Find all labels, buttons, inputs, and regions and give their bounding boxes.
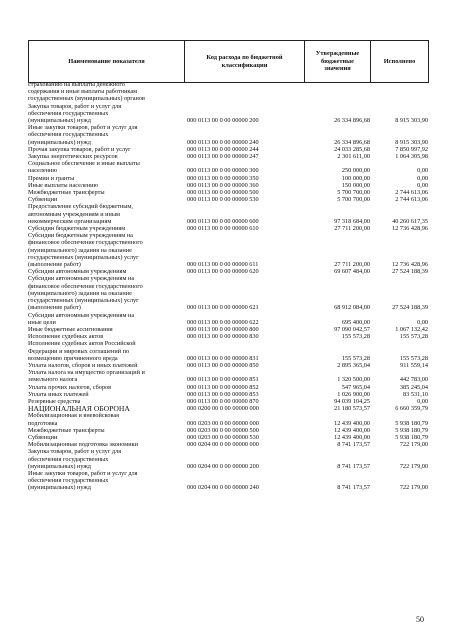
row-code: 000 0204 00 0 00 00000 000 <box>187 441 259 449</box>
row-name <box>28 369 184 383</box>
row-name-line: (муниципального) задания на оказание <box>28 289 132 297</box>
row-code: 000 0113 00 0 00 00000 620 <box>187 268 259 276</box>
row-name-line: подготовка <box>28 419 58 427</box>
row-name-line: государственных (муниципальных) услуг <box>28 253 139 261</box>
row-name-line: (муниципального) задания на оказание <box>28 246 132 254</box>
row-name <box>28 384 184 391</box>
row-name-line: Закупка товаров, работ и услуг для <box>28 448 122 456</box>
row-code: 000 0113 00 0 00 00000 850 <box>187 361 259 369</box>
row-name-line: Межбюджетные трансферты <box>28 189 105 197</box>
row-name-line: Субсидии автономным учреждениям на <box>28 311 135 319</box>
row-approved: 547 965,04 <box>341 383 370 391</box>
row-approved: 250 000,00 <box>341 167 370 175</box>
table-header <box>28 40 429 83</box>
table-row <box>28 268 428 275</box>
table-row <box>28 196 428 203</box>
table-row <box>28 182 428 189</box>
table-row <box>28 340 428 362</box>
row-name-line: Иные бюджетные ассигнования <box>28 325 113 333</box>
row-executed: 8 915 303,90 <box>395 117 428 125</box>
table-row <box>28 369 428 383</box>
row-name <box>28 441 184 448</box>
row-name <box>28 146 184 153</box>
row-approved: 26 334 896,68 <box>334 117 370 125</box>
row-executed: 5 938 180,79 <box>395 419 428 427</box>
row-code: 000 0113 00 0 00 00000 240 <box>187 138 259 146</box>
row-executed: 1 064 305,98 <box>395 153 428 161</box>
row-name <box>28 232 184 268</box>
row-executed: 40 260 617,35 <box>392 217 428 225</box>
row-name <box>28 268 184 275</box>
row-executed: 7 850 997,92 <box>395 145 428 153</box>
row-name-line: Прочая закупка товаров, работ и услуг <box>28 145 131 153</box>
row-name <box>28 391 184 398</box>
row-name-line: Субвенции <box>28 196 58 204</box>
row-name-line: (выполнение работ) <box>28 261 81 269</box>
row-name-line: (муниципальных) нужд <box>28 462 91 470</box>
row-approved: 5 700 700,00 <box>337 196 370 204</box>
row-code: 000 0113 00 0 00 00000 830 <box>187 333 259 341</box>
table-row <box>28 333 428 340</box>
row-executed: 911 559,14 <box>400 361 428 369</box>
row-executed: 8 915 303,90 <box>395 138 428 146</box>
table-row <box>28 275 428 311</box>
page-number: 50 <box>416 615 424 624</box>
row-approved: 24 033 285,68 <box>334 145 370 153</box>
row-code: 000 0204 00 0 00 00000 200 <box>187 462 259 470</box>
table-body <box>28 81 428 492</box>
row-name <box>28 81 184 103</box>
row-name-line: возмещению причиненного вреда <box>28 354 118 362</box>
table-row <box>28 189 428 196</box>
table-row <box>28 427 428 434</box>
row-executed: 12 736 428,96 <box>392 261 428 269</box>
row-approved: 27 711 200,00 <box>334 261 370 269</box>
row-code: 000 0204 00 0 00 00000 240 <box>187 484 259 492</box>
row-approved: 5 700 700,00 <box>337 189 370 197</box>
row-name-line: Закупка товаров, работ и услуг для <box>28 102 122 110</box>
row-executed: 722 179,00 <box>399 484 428 492</box>
row-approved: 94 039 104,25 <box>334 397 370 405</box>
row-executed: 12 736 428,96 <box>392 225 428 233</box>
row-approved: 2 895 365,04 <box>337 361 370 369</box>
row-name-line: Субвенции <box>28 433 58 441</box>
row-name-line: государственных (муниципальных) органов <box>28 95 145 103</box>
row-code: 000 0113 00 0 00 00000 300 <box>187 167 259 175</box>
row-name <box>28 182 184 189</box>
row-name <box>28 470 184 492</box>
row-executed: 6 660 359,79 <box>395 405 428 413</box>
row-approved: 12 439 400,00 <box>334 419 370 427</box>
table-row <box>28 225 428 232</box>
row-code: 000 0113 00 0 00 00000 530 <box>187 196 259 204</box>
row-name-line: обеспечения государственных <box>28 131 109 139</box>
row-name <box>28 434 184 441</box>
row-approved: 12 439 400,00 <box>334 426 370 434</box>
row-code: 000 0113 00 0 00 00000 621 <box>187 304 259 312</box>
table-row <box>28 448 428 470</box>
row-executed: 155 573,28 <box>399 333 428 341</box>
row-name <box>28 189 184 196</box>
row-approved: 695 400,00 <box>341 318 370 326</box>
row-name-line: Федерации и мировых соглашений по <box>28 347 130 355</box>
row-name-line: обеспечения государственных <box>28 477 109 485</box>
row-name-line: населению <box>28 167 57 175</box>
row-approved: 97 318 684,00 <box>334 217 370 225</box>
row-executed: 27 524 188,39 <box>392 304 428 312</box>
table-row <box>28 146 428 153</box>
row-name <box>28 412 184 426</box>
row-name-line: Субсидии автономным учреждениям <box>28 268 127 276</box>
row-approved: 69 607 484,00 <box>334 268 370 276</box>
row-name <box>28 203 184 225</box>
row-approved: 12 439 400,00 <box>334 433 370 441</box>
table-row <box>28 203 428 225</box>
row-name-line: Социальное обеспечение и иные выплаты <box>28 160 140 168</box>
row-approved: 100 000,00 <box>341 174 370 182</box>
row-name-line: обеспечения государственных <box>28 109 109 117</box>
row-name-line: Уплата прочих налогов, сборов <box>28 383 112 391</box>
row-code: 000 0113 00 0 00 00000 610 <box>187 225 259 233</box>
row-code: 000 0203 00 0 00 00000 530 <box>187 433 259 441</box>
row-name-line: Исполнение судебных актов <box>28 333 104 341</box>
row-code: 000 0113 00 0 00 00000 247 <box>187 153 259 161</box>
row-executed: 0,00 <box>417 174 428 182</box>
row-name-line: Субсидии бюджетным учреждениям <box>28 225 126 233</box>
row-name <box>28 175 184 182</box>
table-row <box>28 470 428 492</box>
row-name <box>28 405 184 412</box>
row-code: 000 0113 00 0 00 00000 611 <box>187 261 259 269</box>
row-executed: 0,00 <box>417 181 428 189</box>
table-row <box>28 434 428 441</box>
row-name-line: Предоставление субсидий бюджетным, <box>28 203 133 211</box>
row-executed: 385 245,04 <box>399 383 428 391</box>
row-name-line: Исполнение судебных актов Российской <box>28 340 136 348</box>
row-code: 000 0113 00 0 00 00000 853 <box>187 390 259 398</box>
header-code: Код расхода по бюджетной классификации <box>185 41 305 83</box>
row-name-line: Субсидии бюджетным учреждениям на <box>28 232 133 240</box>
table-row <box>28 160 428 174</box>
row-executed: 83 531,10 <box>403 390 428 398</box>
row-name <box>28 196 184 203</box>
row-approved: 27 711 200,00 <box>334 225 370 233</box>
row-name-line: Межбюджетные трансферты <box>28 426 105 434</box>
row-name-line: Уплата налога на имущество организаций и <box>28 369 145 377</box>
row-approved: 8 741 173,57 <box>337 462 370 470</box>
row-name <box>28 312 184 326</box>
row-name-line: НАЦИОНАЛЬНАЯ ОБОРОНА <box>28 404 130 414</box>
row-name <box>28 333 184 340</box>
row-name-line: страхованию на выплаты денежного <box>28 81 125 88</box>
row-executed: 5 938 180,79 <box>395 426 428 434</box>
table-row <box>28 384 428 391</box>
row-name-line: финансовое обеспечение государственного <box>28 239 143 247</box>
row-name-line: Мобилизационная подготовка экономики <box>28 441 138 449</box>
header-executed: Исполнено <box>371 41 429 83</box>
row-executed: 722 179,00 <box>399 441 428 449</box>
row-approved: 150 000,00 <box>341 181 370 189</box>
row-code: 000 0113 00 0 00 00000 350 <box>187 174 259 182</box>
row-name <box>28 427 184 434</box>
row-executed: 1 067 132,42 <box>395 325 428 333</box>
row-executed: 2 744 613,06 <box>395 189 428 197</box>
row-name-line: Мобилизационная и вневойсковая <box>28 412 119 420</box>
table-row <box>28 405 428 412</box>
row-code: 000 0203 00 0 00 00000 500 <box>187 426 259 434</box>
row-approved: 26 334 896,68 <box>334 138 370 146</box>
row-code: 000 0113 00 0 00 00000 200 <box>187 117 259 125</box>
row-name-line: Иные закупки товаров, работ и услуг для <box>28 124 138 132</box>
row-code: 000 0113 00 0 00 00000 851 <box>187 376 259 384</box>
row-name <box>28 225 184 232</box>
row-name-line: государственных (муниципальных) услуг <box>28 297 139 305</box>
header-name: Наименование показателя <box>29 41 185 83</box>
table-row <box>28 312 428 326</box>
row-name-line: обеспечения государственных <box>28 455 109 463</box>
row-executed: 722 179,00 <box>399 462 428 470</box>
row-name-line: Уплата иных платежей <box>28 390 89 398</box>
row-name-line: (муниципальных) нужд <box>28 117 91 125</box>
table-row <box>28 103 428 125</box>
row-approved: 155 573,28 <box>341 333 370 341</box>
table-row <box>28 362 428 369</box>
row-executed: 0,00 <box>417 167 428 175</box>
row-name-line: земельного налога <box>28 376 78 384</box>
row-name-line: Резервные средства <box>28 397 81 405</box>
row-name-line: некоммерческим организациям <box>28 217 112 225</box>
row-code: 000 0203 00 0 00 00000 000 <box>187 419 259 427</box>
row-approved: 8 741 173,57 <box>337 441 370 449</box>
table-row <box>28 175 428 182</box>
row-name-line: Уплата налогов, сборов и иных платежей <box>28 361 138 369</box>
table-row <box>28 153 428 160</box>
row-name-line: Закупка энергетических ресурсов <box>28 153 118 161</box>
row-executed: 0,00 <box>417 318 428 326</box>
row-code: 000 0113 00 0 00 00000 622 <box>187 318 259 326</box>
row-approved: 97 090 042,57 <box>334 325 370 333</box>
row-name-line: содержания и иные выплаты работникам <box>28 88 138 96</box>
row-name-line: Субсидии автономным учреждениям на <box>28 275 135 283</box>
header-approved: Утвержденные бюджетные значения <box>305 41 371 83</box>
row-name <box>28 160 184 174</box>
row-name-line: финансовое обеспечение государственного <box>28 282 143 290</box>
table-row <box>28 391 428 398</box>
row-name-line: (муниципальных) нужд <box>28 138 91 146</box>
row-approved: 155 573,28 <box>341 354 370 362</box>
row-name <box>28 103 184 125</box>
table-row <box>28 81 428 103</box>
row-approved: 8 741 173,57 <box>337 484 370 492</box>
table-row <box>28 441 428 448</box>
row-approved: 1 320 500,00 <box>337 376 370 384</box>
row-executed: 442 783,00 <box>399 376 428 384</box>
row-name <box>28 153 184 160</box>
row-executed: 5 938 180,79 <box>395 433 428 441</box>
row-executed: 2 744 613,06 <box>395 196 428 204</box>
row-code: 000 0113 00 0 00 00000 800 <box>187 325 259 333</box>
row-name-line: (муниципальных) нужд <box>28 484 91 492</box>
row-code: 000 0113 00 0 00 00000 870 <box>187 397 259 405</box>
table-row <box>28 232 428 268</box>
row-executed: 27 524 188,39 <box>392 268 428 276</box>
row-name <box>28 340 184 362</box>
row-name-line: Иные закупки товаров, работ и услуг для <box>28 469 138 477</box>
row-name <box>28 124 184 146</box>
row-name <box>28 275 184 311</box>
row-name <box>28 362 184 369</box>
row-name-line: иные цели <box>28 318 56 326</box>
row-approved: 1 026 900,00 <box>337 390 370 398</box>
row-name <box>28 448 184 470</box>
row-name-line: автономным учреждениям и иным <box>28 210 120 218</box>
row-code: 000 0113 00 0 00 00000 600 <box>187 217 259 225</box>
row-code: 000 0113 00 0 00 00000 852 <box>187 383 259 391</box>
row-code: 000 0113 00 0 00 00000 244 <box>187 145 259 153</box>
row-name-line: (выполнение работ) <box>28 304 81 312</box>
row-name-line: Премии и гранты <box>28 174 75 182</box>
row-approved: 21 180 573,57 <box>334 405 370 413</box>
row-name-line: Иные выплаты населению <box>28 181 99 189</box>
table-row <box>28 124 428 146</box>
row-approved: 68 912 084,00 <box>334 304 370 312</box>
row-name <box>28 326 184 333</box>
row-executed: 155 573,28 <box>399 354 428 362</box>
row-code: 000 0200 00 0 00 00000 000 <box>187 405 259 413</box>
row-code: 000 0113 00 0 00 00000 831 <box>187 354 259 362</box>
row-code: 000 0113 00 0 00 00000 500 <box>187 189 259 197</box>
row-executed: 0,00 <box>417 397 428 405</box>
row-approved: 2 301 611,00 <box>337 153 370 161</box>
row-code: 000 0113 00 0 00 00000 360 <box>187 181 259 189</box>
table-row <box>28 326 428 333</box>
table-row <box>28 412 428 426</box>
